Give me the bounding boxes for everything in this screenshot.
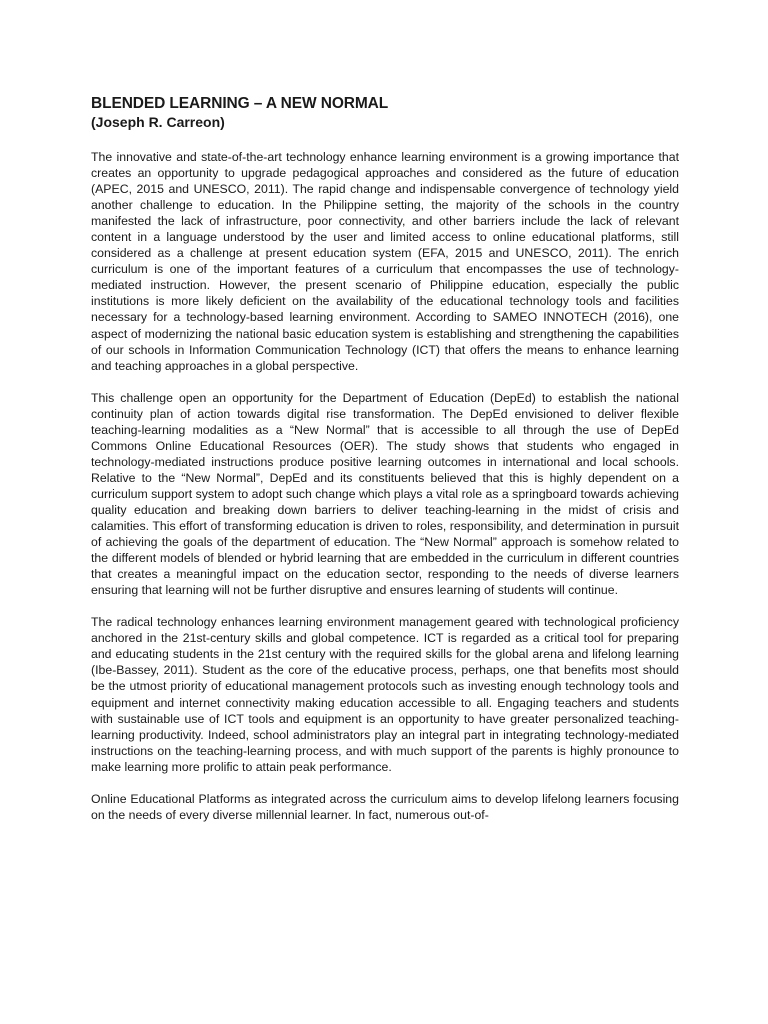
paragraph-4: Online Educational Platforms as integrated across the curriculum aims to develop lifelong learners focusing on the needs of every diverse millennial learner. In fact, numerous out-of- (91, 791, 679, 822)
document-title: BLENDED LEARNING – A NEW NORMAL (91, 95, 389, 112)
paragraph-1: The innovative and state-of-the-art technology enhance learning environment is a growing importance that creates an opportunity to upgrade pedagogical approaches and considered as the future of education (APEC, 2015 and UNESCO, 2011). The rapid change and indispensable convergence of technology yield another challenge to education. In the Philippine setting, the majority of the schools in the country manifested the lack of infrastructure, poor connectivity, and other barriers include the lack of relevant content in a language understood by the user and limited access to online educational platforms, still considered as a challenge at present education system (EFA, 2015 and UNESCO, 2011). The enrich curriculum is one of the important features of a curriculum that encompasses the use of technology-mediated instruction. However, the present scenario of Philippine education, especially the public institutions is more likely deficient on the availability of the educational technology tools and facilities necessary for a technology-based learning environment. According to SAMEO INNOTECH (2016), one aspect of modernizing the national basic education system is establishing and strengthening the capabilities of our schools in Information Communication Technology (ICT) that offers the means to enhance learning and teaching approaches in a global perspective. (91, 150, 679, 373)
paragraph-2: This challenge open an opportunity for the Department of Education (DepEd) to establish the national continuity plan of action towards digital rise transformation. The DepEd envisioned to deliver flexible teaching-learning modalities as a “New Normal” that is accessible to all through the use of DepEd Commons Online Educational Resources (OER). The study shows that students who engaged in technology-mediated instructions produce positive learning outcomes in international and local schools. Relative to the “New Normal”, DepEd and its constituents believed that this is highly dependent on a curriculum support system to adopt such change which plays a vital role as a springboard towards achieving quality education and breaking down barriers to deliver teaching-learning in the midst of crisis and calamities. This effort of transforming education is driven to roles, responsibility, and determination in pursuit of achieving the goals of the department of education. The “New Normal” approach is somehow related to the different models of blended or hybrid learning that are embedded in the curriculum in different countries that creates a meaningful impact on the education sector, responding to the needs of diverse learners ensuring that learning will not be further disruptive and ensures learning of students will continue. (91, 390, 679, 598)
paragraph-3: The radical technology enhances learning environment management geared with technological proficiency anchored in the 21st-century skills and global competence. ICT is regarded as a critical tool for preparing and educating students in the 21st century with the required skills for the global arena and lifelong learning (Ibe-Bassey, 2011). Student as the core of the educative process, perhaps, one that benefits most should be the utmost priority of educational management protocols such as investing enough technology tools and equipment and internet connectivity making education accessible to all. Engaging teachers and students with sustainable use of ICT tools and equipment is an opportunity to have greater personalized teaching-learning productivity. Indeed, school administrators play an integral part in integrating technology-mediated instructions on the teaching-learning process, and with much support of the parents is highly pronounce to make learning more prolific to attain peak performance. (91, 615, 679, 774)
document-page (91, 94, 679, 823)
document-author: (Joseph R. Carreon) (91, 114, 225, 130)
